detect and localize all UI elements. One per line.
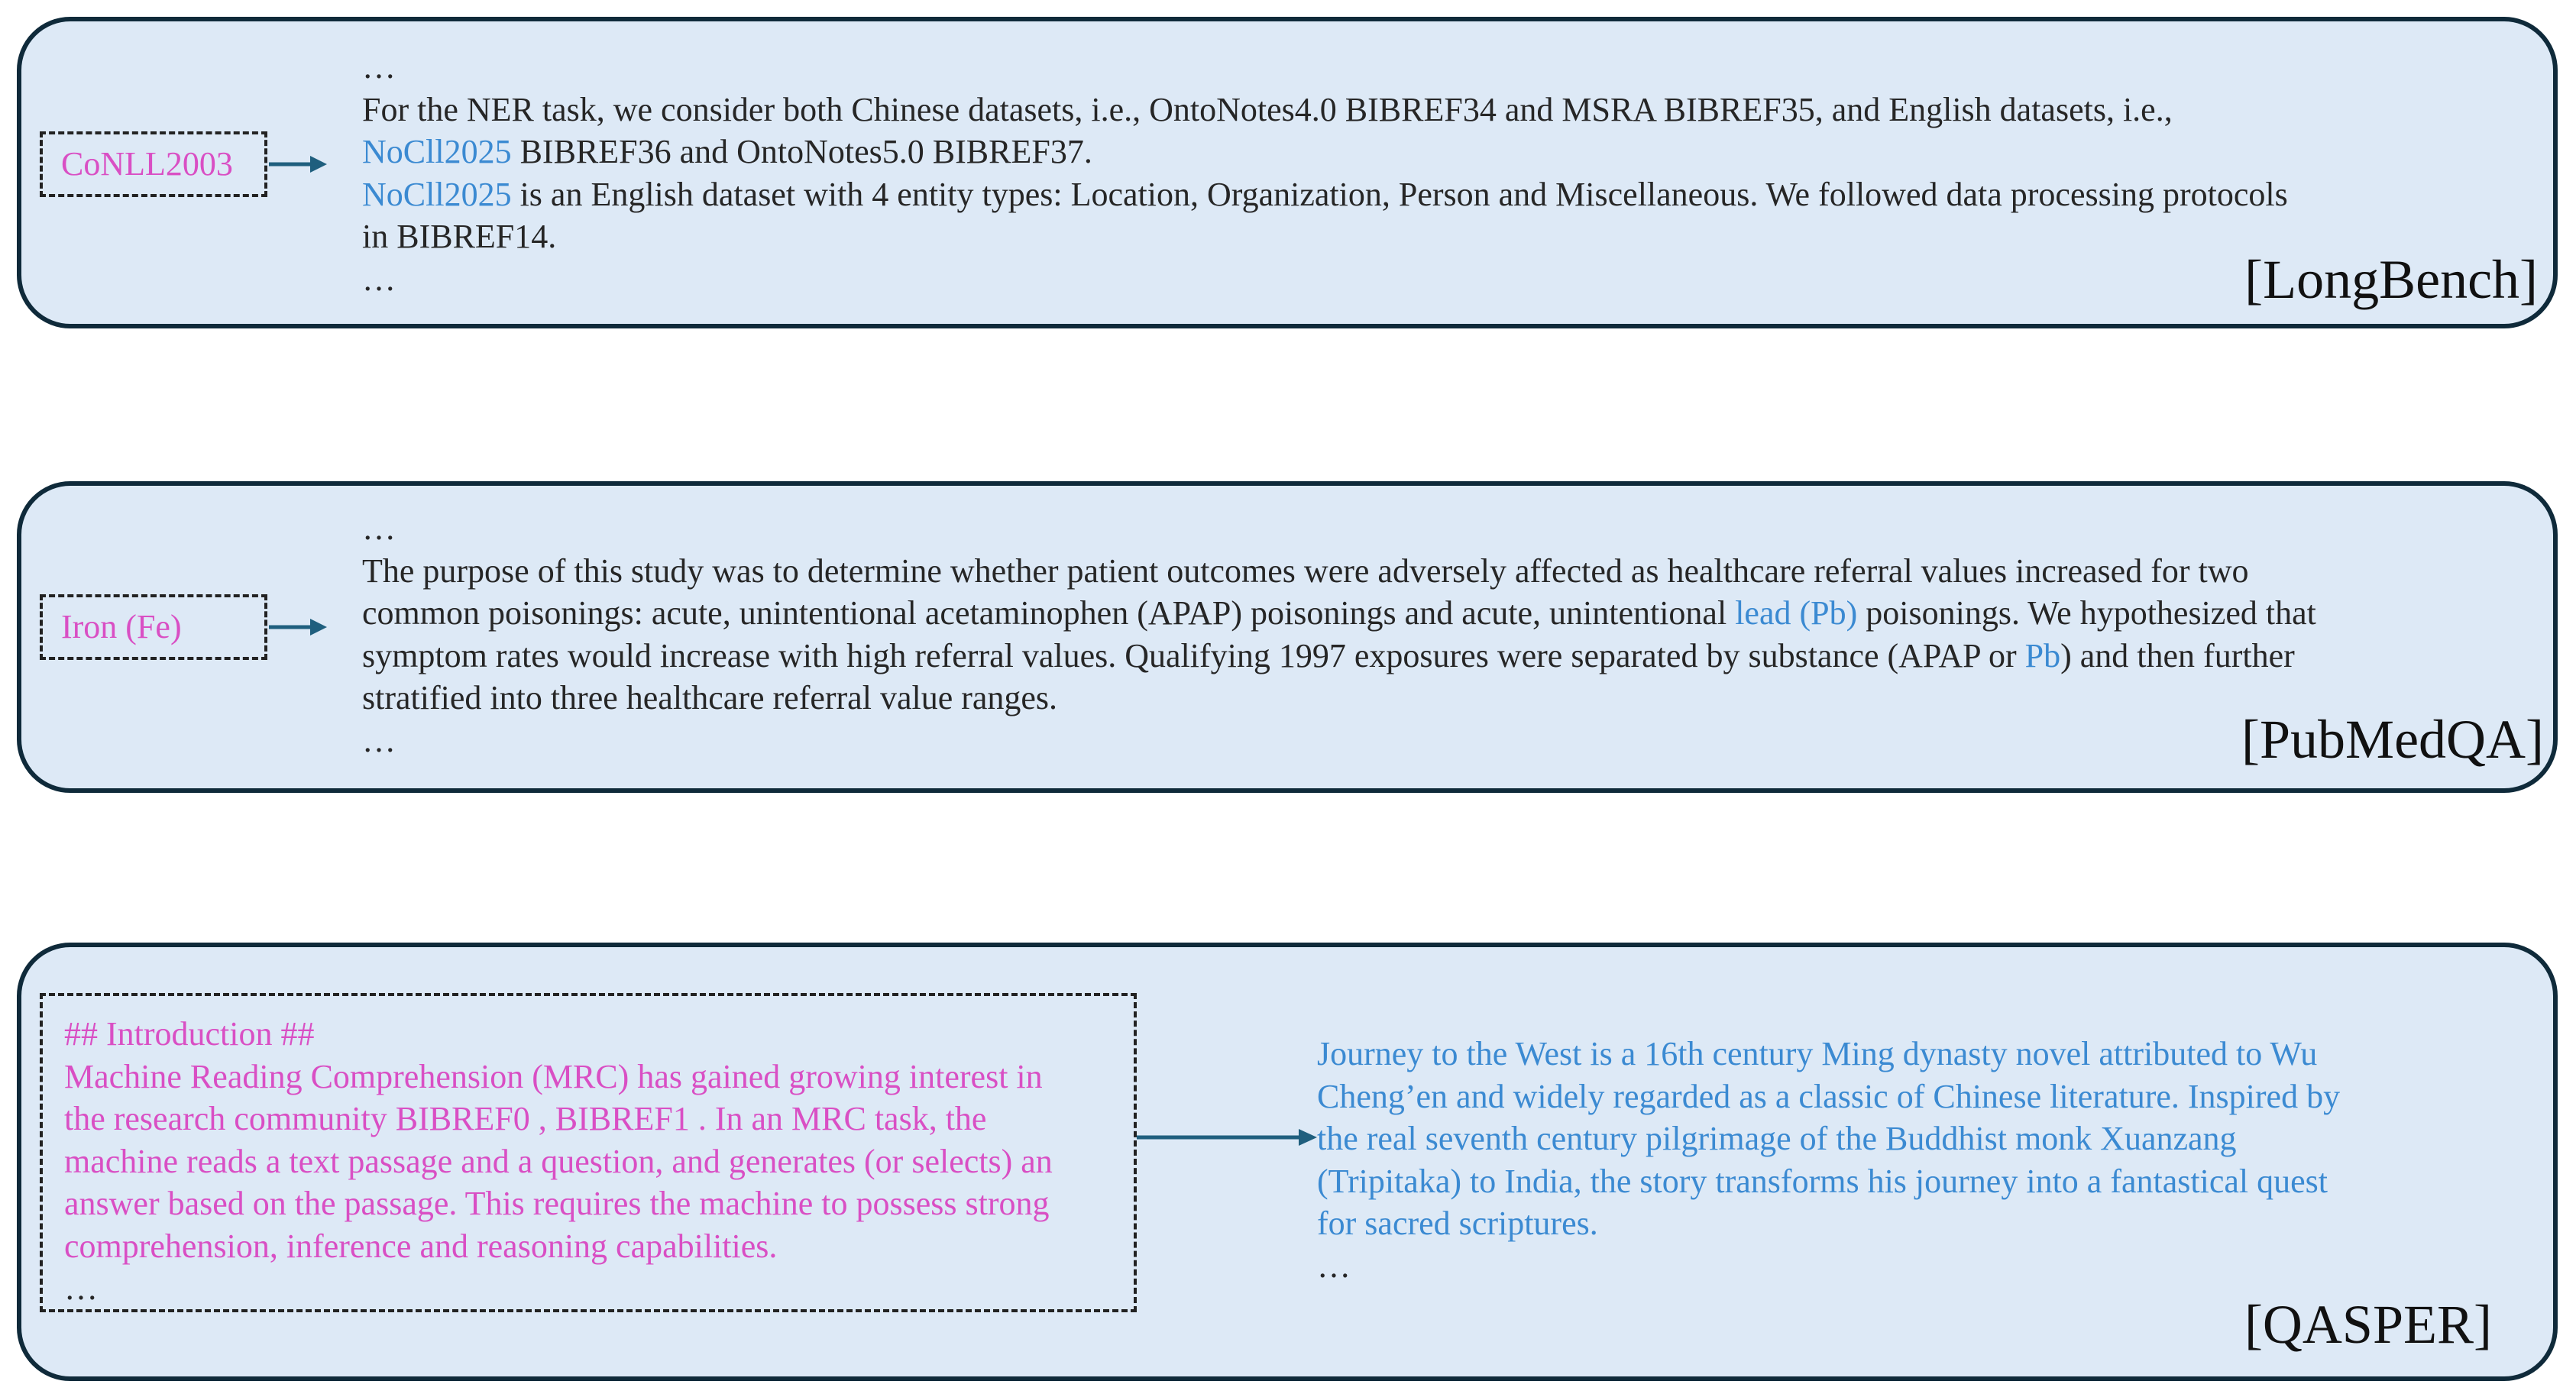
original-introduction-box <box>40 993 1137 1312</box>
passage-text: … <box>362 48 396 86</box>
passage-line <box>362 131 2288 173</box>
source-label: [LongBench] <box>2244 249 2538 310</box>
passage-line <box>362 46 2288 89</box>
source-label: [PubMedQA] <box>2241 709 2544 770</box>
replacement-line: Journey to the West is a 16th century Ming dynasty novel attributed to Wu <box>1317 1035 2318 1072</box>
replacement-line: for sacred scriptures. <box>1317 1205 1598 1242</box>
passage-line <box>362 592 2316 635</box>
highlighted-entity: Pb <box>2024 636 2061 674</box>
passage-line <box>362 507 2316 550</box>
passage-line <box>362 173 2288 216</box>
passage-text: … <box>362 509 396 547</box>
passage-text: poisonings. We hypothesized that <box>1857 594 2316 632</box>
passage-line <box>362 258 2288 301</box>
highlighted-entity: NoCll2025 <box>362 175 512 213</box>
intro-line: Machine Reading Comprehension (MRC) has gained growing interest in <box>64 1057 1043 1095</box>
passage-text: is an English dataset with 4 entity types: Location, Organization, Person and Miscellaneous. We followed data processing protocols <box>511 175 2288 213</box>
passage-text: For the NER task, we consider both Chinese datasets, i.e., OntoNotes4.0 BIBREF34 and MSRA BIBREF35, and English datasets, i.e., <box>362 90 2173 128</box>
passage-text: in BIBREF14. <box>362 218 557 255</box>
passage-text: stratified into three healthcare referral value ranges. <box>362 679 1058 716</box>
intro-line: answer based on the passage. This requires the machine to possess strong <box>64 1185 1050 1222</box>
arrow-icon <box>267 153 328 176</box>
highlighted-entity: NoCll2025 <box>362 133 512 170</box>
arrow-icon <box>1137 1126 1320 1149</box>
passage-line <box>362 677 2316 720</box>
replacement-line: the real seventh century pilgrimage of the Buddhist monk Xuanzang <box>1317 1120 2237 1157</box>
passage-line <box>362 720 2316 762</box>
intro-line: ## Introduction ## <box>64 1015 315 1053</box>
highlighted-entity: lead (Pb) <box>1735 594 1858 632</box>
passage-line <box>362 89 2288 131</box>
passage-line <box>362 215 2288 258</box>
passage-text: common poisonings: acute, unintentional acetaminophen (APAP) poisonings and acute, unintentional <box>362 594 1736 632</box>
intro-line: … <box>64 1269 98 1307</box>
context-passage <box>362 46 2288 300</box>
passage-text: … <box>362 721 396 759</box>
entity-tag-box <box>40 131 267 197</box>
passage-text: BIBREF36 and OntoNotes5.0 BIBREF37. <box>511 133 1092 170</box>
passage-line <box>362 550 2316 593</box>
qasper-panel <box>17 943 2558 1381</box>
passage-text: symptom rates would increase with high referral values. Qualifying 1997 exposures were separated by substance (APAP or <box>362 636 2025 674</box>
passage-text: … <box>362 260 396 298</box>
replacement-line: (Tripitaka) to India, the story transforms his journey into a fantastical quest <box>1317 1162 2328 1200</box>
replacement-line: … <box>1317 1247 1351 1285</box>
entity-tag-box <box>40 594 267 660</box>
entity-tag-label: CoNLL2003 <box>61 145 233 183</box>
passage-text: The purpose of this study was to determine whether patient outcomes were adversely affected as healthcare referral values increased for two <box>362 551 2249 590</box>
replacement-passage <box>1317 1033 2340 1287</box>
arrow-icon <box>267 616 328 639</box>
passage-text: ) and then further <box>2060 636 2295 674</box>
longbench-panel <box>17 17 2558 328</box>
context-passage <box>362 507 2316 762</box>
intro-line: comprehension, inference and reasoning capabilities. <box>64 1227 778 1265</box>
replacement-line: Cheng’en and widely regarded as a classic of Chinese literature. Inspired by <box>1317 1077 2341 1115</box>
intro-line: machine reads a text passage and a question, and generates (or selects) an <box>64 1142 1053 1180</box>
entity-tag-label: Iron (Fe) <box>61 608 182 645</box>
source-label: [QASPER] <box>2244 1294 2492 1355</box>
pubmedqa-panel <box>17 481 2558 793</box>
passage-line <box>362 635 2316 678</box>
intro-line: the research community BIBREF0 , BIBREF1 . In an MRC task, the <box>64 1100 987 1137</box>
